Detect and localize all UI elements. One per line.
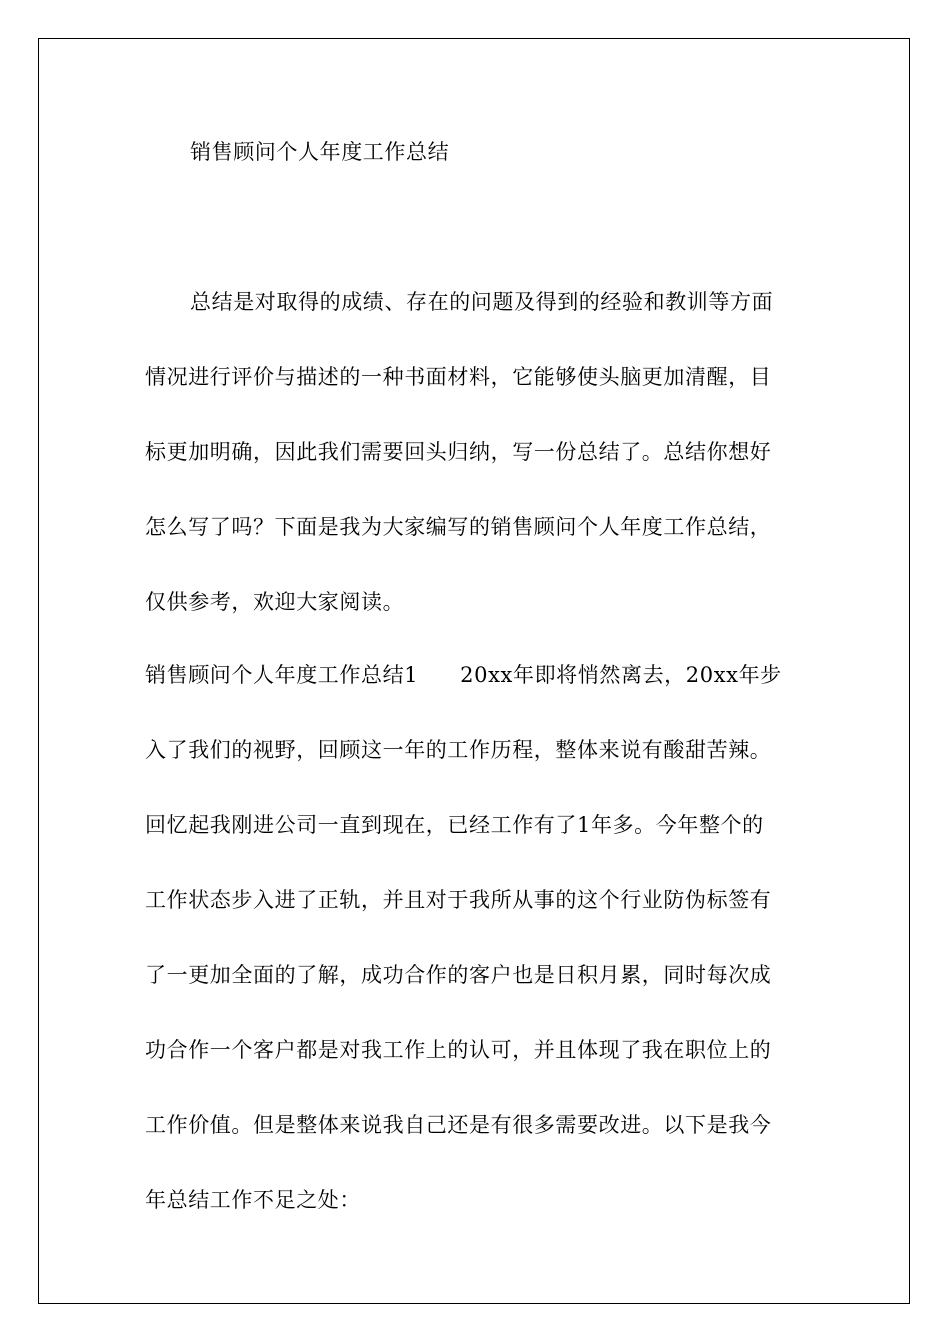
section-line-3: 工作状态步入进了正轨，并且对于我所从事的这个行业防伪标签有 — [145, 888, 772, 912]
section-line-5: 功合作一个客户都是对我工作上的认可，并且体现了我在职位上的 — [145, 1038, 772, 1062]
section-line-1: 入了我们的视野，回顾这一年的工作历程，整体来说有酸甜苦辣。 — [145, 738, 772, 762]
intro-line-4: 怎么写了吗？下面是我为大家编写的销售顾问个人年度工作总结， — [145, 515, 772, 539]
document-title: 销售顾问个人年度工作总结 — [190, 140, 450, 164]
intro-line-2: 情况进行评价与描述的一种书面材料，它能够使头脑更加清醒，目 — [145, 365, 772, 389]
section-line-2: 回忆起我刚进公司一直到现在，已经工作有了1年多。今年整个的 — [145, 813, 764, 837]
section-line-7: 年总结工作不足之处： — [145, 1188, 361, 1212]
section-line-6: 工作价值。但是整体来说我自己还是有很多需要改进。以下是我今 — [145, 1113, 772, 1137]
section-line-4: 了一更加全面的了解，成功合作的客户也是日积月累，同时每次成 — [145, 963, 772, 987]
intro-line-1: 总结是对取得的成绩、存在的问题及得到的经验和教训等方面 — [190, 290, 774, 314]
intro-line-3: 标更加明确，因此我们需要回头归纳，写一份总结了。总结你想好 — [145, 440, 772, 464]
section-heading: 销售顾问个人年度工作总结1 — [145, 663, 419, 687]
section-first-text: 20xx年即将悄然离去，20xx年步 — [460, 663, 782, 687]
intro-line-5: 仅供参考，欢迎大家阅读。 — [145, 590, 405, 614]
section-first-line — [145, 663, 782, 687]
